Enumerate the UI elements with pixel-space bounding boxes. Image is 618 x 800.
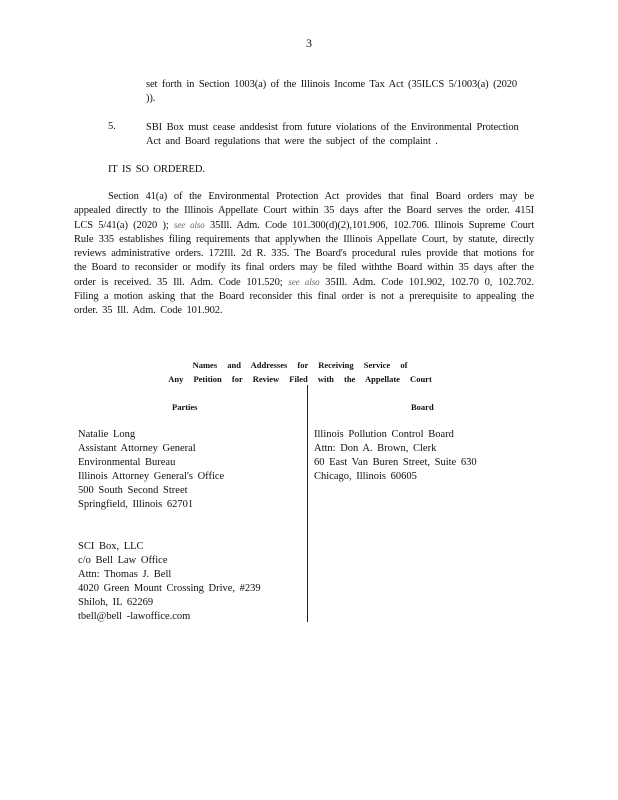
tax-act-continuation: set forth in Section 1003(a) of the Illinois Income Tax Act (35ILCS 5/1003(a) (2020 )). — [146, 79, 518, 104]
address-line: c/o Bell Law Office — [78, 555, 168, 566]
address-line: Natalie Long — [78, 429, 136, 440]
address-line: SCI Box, LLC — [78, 541, 144, 552]
address-line: Illinois Pollution Control Board — [314, 429, 454, 440]
address-line: Attn: Don A. Brown, Clerk — [314, 443, 437, 454]
appeal-text-part3: 35Ill. Adm. Code 101.902, 102.70 0, 102.702. Filing a motion asking that the Board reconsider this final order is not a prerequisite to appealing the order. 35 Ill. Adm. Code 101.902. — [74, 277, 534, 316]
column-divider — [307, 385, 308, 622]
address-line: 60 East Van Buren Street, Suite 630 — [314, 457, 477, 468]
see-also-signal: see also — [173, 220, 205, 230]
address-line: Illinois Attorney General's Office — [78, 471, 225, 482]
address-block-natalie-long — [78, 428, 224, 512]
service-heading-line: Names and Addresses for Receiving Service of — [192, 360, 408, 370]
parties-column-header: Parties — [172, 402, 198, 412]
appeal-text-part1: Section 41(a) of the Environmental Protection Act provides that final Board orders may be appealed directly to the Illinois Appellate Court within 35 days after the Board serves the order. 415I LCS 5/41(a) (2020 ); — [74, 191, 534, 231]
service-heading-line: Any Petition for Review Filed with the Appellate Court — [168, 374, 432, 384]
board-column-header: Board — [411, 402, 434, 412]
address-block-pollution-board — [314, 428, 477, 484]
address-line: Shiloh, IL 62269 — [78, 597, 154, 608]
see-also-signal: see also — [288, 277, 320, 287]
address-line: Springfield, Illinois 62701 — [78, 499, 194, 510]
appeal-rights-paragraph — [74, 190, 534, 318]
address-line: Attn: Thomas J. Bell — [78, 569, 172, 580]
address-line: Chicago, Illinois 60605 — [314, 471, 417, 482]
order-item-text: SBI Box must cease anddesist from future violations of the Environmental Protection Act and Board regulations that were the subject of the complaint . — [146, 122, 519, 147]
page-number: 3 — [306, 36, 312, 50]
email-address[interactable]: tbell@bell -lawoffice.com — [78, 611, 191, 622]
address-line: 4020 Green Mount Crossing Drive, #239 — [78, 583, 261, 594]
address-line: Environmental Bureau — [78, 457, 176, 468]
address-block-sci-box — [78, 540, 261, 624]
so-ordered-statement: IT IS SO ORDERED. — [108, 164, 205, 175]
appeal-text-part2: 35Ill. Adm. Code 101.300(d)(2),101.906, 102.706. Illinois Supreme Court Rule 335 establishes filing requirements that applywhen the Illinois Appellate Court, by statute, directly reviews administrative orders. 172Ill. 2d R. 335. The Board's procedural rules provide that motions for the Board to reconsider or modify its final orders may be filed withthe Board within 35 days after the order is received. 35 Ill. Adm. Code 101.520; — [74, 220, 535, 288]
address-line: 500 South Second Street — [78, 485, 188, 496]
address-line: Assistant Attorney General — [78, 443, 196, 454]
service-table-heading — [150, 358, 450, 386]
order-item-number: 5. — [108, 121, 116, 132]
